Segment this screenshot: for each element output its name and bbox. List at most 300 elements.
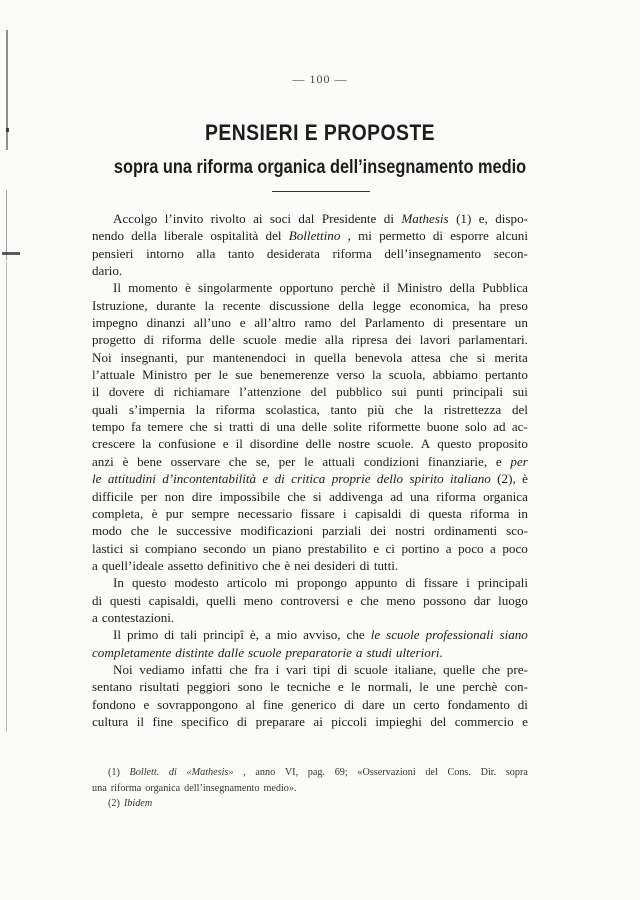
body-line bbox=[92, 540, 528, 557]
body-word: vediamo bbox=[139, 661, 185, 677]
body-word: a bbox=[264, 627, 271, 643]
body-word: momento bbox=[128, 280, 178, 296]
body-word: distinte bbox=[175, 644, 214, 660]
body-word: ristrettezza bbox=[443, 401, 502, 417]
body-word: e bbox=[143, 696, 150, 712]
footnote-word: una bbox=[92, 782, 107, 794]
body-word: di bbox=[344, 696, 355, 712]
body-word: di bbox=[154, 384, 165, 400]
body-word: mantenendoci bbox=[212, 349, 287, 365]
body-line bbox=[92, 696, 528, 713]
body-word: Mathesis bbox=[401, 211, 449, 226]
body-word: di bbox=[409, 505, 421, 521]
body-word: capisaldi, bbox=[148, 592, 199, 608]
body-word: del bbox=[265, 228, 282, 244]
body-word: fra bbox=[254, 661, 269, 677]
body-word: della bbox=[131, 228, 157, 244]
body-word: dinanzi bbox=[146, 315, 186, 331]
footnote-word: riforma bbox=[110, 782, 142, 794]
body-word: di bbox=[359, 557, 370, 573]
body-word: le bbox=[351, 679, 361, 695]
body-word: l’invito bbox=[164, 211, 204, 226]
footnote-word: medio». bbox=[263, 782, 297, 794]
footnote-line bbox=[92, 781, 528, 797]
body-word: se, bbox=[255, 453, 270, 469]
article-subtitle: sopra una riforma organica dell’insegnamento medio bbox=[113, 157, 527, 178]
body-line bbox=[92, 366, 528, 383]
body-word: nendo bbox=[92, 228, 124, 244]
body-word: punti bbox=[416, 384, 444, 400]
body-word: parlamentari. bbox=[458, 332, 528, 348]
body-word: Istruzione, bbox=[92, 297, 148, 313]
footnote-word: pag. bbox=[307, 767, 326, 778]
body-line bbox=[92, 609, 528, 626]
body-word: pubblico bbox=[336, 384, 382, 400]
body-line bbox=[92, 262, 528, 279]
body-word: secondo bbox=[203, 540, 247, 556]
body-word: del bbox=[430, 713, 447, 729]
body-word: pertanto bbox=[485, 367, 528, 383]
body-word: principali bbox=[477, 575, 528, 591]
footnote-word: Ibidem bbox=[123, 798, 153, 809]
body-word: riforma bbox=[332, 245, 372, 261]
article-body bbox=[92, 210, 528, 730]
body-word: piccoli bbox=[331, 713, 367, 729]
body-word: assetto bbox=[167, 557, 204, 573]
body-word: successive bbox=[176, 523, 232, 539]
body-word: più bbox=[367, 401, 385, 417]
body-word: specifico bbox=[181, 713, 229, 729]
body-word: italiane, bbox=[394, 661, 437, 677]
body-word: l’attuale bbox=[92, 367, 135, 383]
body-word: temere bbox=[147, 419, 184, 435]
body-word: una bbox=[276, 419, 296, 435]
body-line bbox=[92, 661, 528, 678]
page-number: — 100 — bbox=[292, 72, 348, 86]
body-word: si bbox=[213, 419, 223, 435]
body-word: benevola bbox=[355, 349, 403, 365]
body-line bbox=[92, 331, 528, 348]
body-word: condizioni bbox=[363, 453, 420, 469]
body-word: fissare bbox=[300, 505, 335, 521]
body-word: portino bbox=[401, 540, 440, 556]
body-word: quelle bbox=[443, 661, 476, 677]
body-word: sentano bbox=[92, 679, 132, 695]
footnote-word: (2) bbox=[108, 798, 120, 809]
body-word: alla bbox=[324, 332, 344, 348]
body-word: durante bbox=[156, 297, 196, 313]
body-line bbox=[92, 314, 528, 331]
article-title: PENSIERI E PROPOSTE bbox=[205, 120, 435, 145]
body-word: sco- bbox=[506, 523, 528, 539]
body-word: appunto bbox=[355, 575, 398, 591]
body-word: alcuni bbox=[496, 228, 528, 244]
body-word: rivolto bbox=[210, 211, 246, 226]
body-word: Il bbox=[113, 280, 121, 296]
body-word: completamente bbox=[92, 644, 172, 660]
body-word: nostre bbox=[338, 436, 371, 452]
body-word: Noi bbox=[113, 661, 133, 677]
body-word: i bbox=[275, 661, 280, 677]
body-word: all’altro bbox=[254, 315, 296, 331]
body-word: questa bbox=[428, 505, 462, 521]
body-word: buone bbox=[426, 419, 459, 435]
body-word: la bbox=[204, 297, 214, 313]
body-word: che bbox=[287, 488, 306, 504]
body-word: abbiamo bbox=[432, 367, 478, 383]
body-word: tanto bbox=[228, 245, 255, 261]
body-word: singolarmente bbox=[197, 280, 273, 296]
body-word: ai bbox=[313, 713, 323, 729]
body-word: scuole bbox=[386, 627, 420, 643]
body-word: è bbox=[284, 557, 291, 573]
body-word: questi bbox=[109, 592, 142, 608]
body-word: osservare bbox=[170, 453, 221, 469]
body-line bbox=[92, 210, 528, 227]
body-word: fondamento bbox=[447, 696, 510, 712]
body-word: le bbox=[157, 523, 168, 539]
body-word: luogo bbox=[498, 592, 528, 608]
body-word: Pubblica bbox=[482, 280, 528, 296]
body-word: dario. bbox=[92, 263, 123, 279]
body-word: liberale bbox=[163, 228, 204, 244]
footnote-word: dell’insegnamento bbox=[184, 782, 260, 794]
body-word: dire bbox=[191, 488, 213, 504]
body-word: cultura bbox=[92, 713, 129, 729]
body-word: principali bbox=[452, 384, 504, 400]
body-word: dal bbox=[298, 211, 315, 226]
body-word: dei bbox=[395, 332, 412, 348]
body-word: del bbox=[340, 315, 357, 331]
body-word: opportuno bbox=[279, 280, 334, 296]
body-word: delle bbox=[305, 436, 332, 452]
body-word: le bbox=[269, 679, 280, 695]
body-word: solite bbox=[333, 419, 362, 435]
body-word: mio bbox=[276, 627, 298, 643]
body-word: risultati bbox=[139, 679, 180, 695]
body-word: impossibile bbox=[219, 488, 280, 504]
body-word: ulteriori. bbox=[395, 644, 443, 660]
body-word: spirito bbox=[409, 471, 444, 487]
body-word: perchè bbox=[340, 280, 376, 296]
body-word: professionali bbox=[425, 627, 494, 643]
body-line bbox=[92, 626, 528, 643]
body-line bbox=[92, 383, 528, 400]
body-word: merita bbox=[494, 349, 528, 365]
scan-edge-mark bbox=[2, 252, 20, 255]
body-word: meno bbox=[386, 592, 416, 608]
footnote-word: , bbox=[243, 767, 246, 778]
body-word: necessario bbox=[237, 505, 293, 521]
body-word: le bbox=[304, 453, 314, 469]
body-word: riforma bbox=[215, 401, 255, 417]
body-word: (2), bbox=[497, 471, 516, 487]
body-word: le bbox=[218, 367, 228, 383]
body-word: quali bbox=[92, 401, 119, 417]
body-word: a bbox=[490, 540, 496, 556]
body-word: Ministro bbox=[142, 367, 188, 383]
body-word: di bbox=[236, 713, 248, 729]
body-word: una bbox=[410, 488, 429, 504]
body-line bbox=[92, 279, 528, 296]
body-word: a bbox=[445, 540, 452, 556]
body-word: Presidente bbox=[321, 211, 377, 226]
body-word: Ministro bbox=[397, 280, 443, 296]
body-word: sovrappongono bbox=[157, 696, 238, 712]
body-word: tempo bbox=[92, 419, 125, 435]
body-word: soci bbox=[269, 211, 292, 226]
footnote-word: del bbox=[425, 767, 438, 778]
body-word: il bbox=[92, 384, 100, 400]
body-word: dalle bbox=[217, 644, 245, 660]
body-word: attuali bbox=[322, 453, 356, 469]
body-word: pur bbox=[186, 349, 204, 365]
body-word: di bbox=[405, 575, 416, 591]
body-word: attesa bbox=[411, 349, 441, 365]
body-word: l’attenzione bbox=[239, 384, 302, 400]
body-word: fine bbox=[152, 713, 173, 729]
body-word: ripresa bbox=[351, 332, 388, 348]
body-word: addivenga bbox=[329, 488, 383, 504]
footnote-word: sopra bbox=[505, 767, 528, 778]
body-word: pre- bbox=[506, 661, 528, 677]
body-word: questo bbox=[132, 575, 167, 591]
body-word: organica bbox=[483, 488, 528, 504]
body-word: fa bbox=[131, 419, 142, 435]
body-word: poco bbox=[502, 540, 528, 556]
body-word: fine bbox=[262, 696, 284, 712]
footnote-word: 69; bbox=[334, 767, 348, 778]
body-word: fondono bbox=[92, 696, 136, 712]
body-word: solo bbox=[465, 419, 487, 435]
body-line bbox=[92, 488, 528, 505]
footnote-line bbox=[92, 765, 528, 781]
body-word: primo bbox=[126, 627, 159, 643]
body-word: esporre bbox=[450, 228, 489, 244]
body-line bbox=[92, 557, 528, 574]
body-word: mi bbox=[358, 228, 372, 244]
body-word: di bbox=[143, 332, 154, 348]
body-word: e bbox=[222, 436, 229, 452]
body-word: normali, bbox=[367, 679, 412, 695]
body-word: si bbox=[476, 349, 486, 365]
body-word: ospitalità bbox=[210, 228, 259, 244]
body-word: al bbox=[245, 696, 256, 712]
body-word: quell’ideale bbox=[101, 557, 164, 573]
body-word: tanto bbox=[330, 401, 357, 417]
body-word: dello bbox=[376, 471, 404, 487]
body-word: Noi bbox=[92, 349, 112, 365]
body-word: si bbox=[129, 540, 139, 556]
body-word: proprie bbox=[331, 471, 371, 487]
body-word: la bbox=[141, 436, 152, 452]
body-word: non bbox=[164, 488, 185, 504]
body-word: ai bbox=[253, 211, 263, 226]
scan-edge-line bbox=[6, 30, 8, 150]
footnote-word: (1) bbox=[108, 767, 120, 778]
body-word: i bbox=[343, 505, 347, 521]
body-word: e bbox=[522, 713, 528, 729]
body-word: scuola, bbox=[388, 367, 426, 383]
body-word: all’uno bbox=[193, 315, 231, 331]
body-word: sui bbox=[391, 384, 407, 400]
body-word: tutti. bbox=[373, 557, 399, 573]
body-word: preso bbox=[499, 297, 528, 313]
body-word: impieghi bbox=[375, 713, 422, 729]
body-word: Bollettino bbox=[288, 228, 341, 244]
body-word: principî bbox=[203, 627, 244, 643]
body-word: s’impernia bbox=[128, 401, 185, 417]
body-word: scuole bbox=[248, 644, 282, 660]
body-line bbox=[92, 245, 528, 262]
body-word: poco bbox=[458, 540, 484, 556]
body-word: che bbox=[449, 349, 468, 365]
body-word: A bbox=[420, 436, 431, 452]
body-word: dare bbox=[362, 696, 385, 712]
body-word: si bbox=[312, 488, 322, 504]
footnote-line bbox=[92, 796, 528, 812]
body-word: (1) bbox=[456, 211, 472, 226]
body-word: che bbox=[346, 627, 365, 643]
body-line bbox=[92, 644, 528, 661]
body-word: fissare bbox=[423, 575, 458, 591]
footnote-word: di bbox=[168, 767, 177, 778]
body-line bbox=[92, 574, 528, 591]
body-word: per bbox=[278, 453, 296, 469]
body-word: il bbox=[235, 436, 243, 452]
body-word: tratti bbox=[228, 419, 254, 435]
body-word: ha bbox=[478, 297, 491, 313]
body-word: secon- bbox=[493, 245, 528, 261]
body-word: modesto bbox=[174, 575, 219, 591]
body-word: che bbox=[229, 661, 248, 677]
body-word: è bbox=[122, 453, 129, 469]
body-word: delle bbox=[209, 332, 235, 348]
body-word: di bbox=[433, 315, 444, 331]
body-word: controversi bbox=[280, 592, 340, 608]
body-word: scuole bbox=[354, 661, 388, 677]
body-word: ad bbox=[390, 488, 403, 504]
body-word: verso bbox=[336, 367, 365, 383]
body-word: certo bbox=[413, 696, 440, 712]
body-word: vari bbox=[285, 661, 307, 677]
title-divider bbox=[272, 191, 370, 192]
body-word: studi bbox=[366, 644, 392, 660]
body-word: commercio bbox=[454, 713, 514, 729]
body-word: in bbox=[517, 505, 528, 521]
body-word: che bbox=[394, 401, 413, 417]
body-word: permetto bbox=[379, 228, 426, 244]
body-word: per bbox=[510, 453, 528, 469]
body-word: crescere bbox=[92, 436, 135, 452]
body-word: sue bbox=[235, 367, 253, 383]
body-word: le bbox=[419, 679, 429, 695]
body-word: progetto bbox=[92, 332, 136, 348]
body-word: delle bbox=[301, 419, 328, 435]
body-word: critica bbox=[291, 471, 326, 487]
body-word: compiano bbox=[145, 540, 197, 556]
body-word: un bbox=[514, 315, 528, 331]
body-word: di bbox=[432, 228, 444, 244]
body-word: a bbox=[92, 557, 98, 573]
body-word: presentare bbox=[452, 315, 507, 331]
body-word: confusione bbox=[158, 436, 216, 452]
body-word: il bbox=[136, 713, 145, 729]
body-word: che bbox=[262, 557, 281, 573]
body-word: sempre bbox=[191, 505, 230, 521]
body-word: quelli bbox=[206, 592, 237, 608]
body-word: legge bbox=[372, 297, 401, 313]
body-word: riformette bbox=[368, 419, 421, 435]
body-word: pensieri bbox=[92, 245, 134, 261]
body-word: è, bbox=[249, 627, 259, 643]
body-word: di bbox=[337, 661, 348, 677]
body-word: ramo bbox=[304, 315, 332, 331]
body-word: le bbox=[92, 471, 102, 487]
body-word: pur bbox=[165, 505, 184, 521]
body-word: mi bbox=[274, 575, 289, 591]
body-word: italiano bbox=[450, 471, 491, 487]
footnote-word: «Osservazioni bbox=[357, 767, 416, 778]
body-word: riforma bbox=[470, 505, 510, 521]
body-line bbox=[92, 470, 528, 487]
body-word: di bbox=[92, 592, 103, 608]
body-line bbox=[92, 418, 528, 435]
body-line bbox=[92, 435, 528, 452]
body-word: del bbox=[511, 401, 528, 417]
body-word: completa, bbox=[92, 505, 144, 521]
body-word: perchè bbox=[462, 679, 498, 695]
body-word: intorno bbox=[146, 245, 184, 261]
footnote-word: Cons. bbox=[447, 767, 471, 778]
body-word: questo bbox=[437, 436, 472, 452]
body-line bbox=[92, 713, 528, 730]
body-word: di bbox=[517, 696, 528, 712]
body-word: benemerenze bbox=[260, 367, 330, 383]
body-word: scuole bbox=[243, 332, 277, 348]
body-word: di bbox=[383, 211, 394, 226]
body-word: discussione bbox=[269, 297, 330, 313]
body-word: preparare bbox=[255, 713, 305, 729]
body-word: quella bbox=[314, 349, 347, 365]
body-word: lastici bbox=[92, 540, 124, 556]
body-word: e, bbox=[478, 211, 488, 226]
body-word: di bbox=[274, 471, 285, 487]
body-line bbox=[92, 505, 528, 522]
body-line bbox=[92, 349, 528, 366]
body-word: preparatorie bbox=[285, 644, 352, 660]
body-word: richiamare bbox=[173, 384, 230, 400]
body-word: Parlamento bbox=[364, 315, 425, 331]
body-word: tali bbox=[180, 627, 198, 643]
body-word: Il bbox=[113, 627, 121, 643]
body-word: la bbox=[371, 367, 382, 383]
body-word: scuole. bbox=[377, 436, 414, 452]
body-word: dell’insegnamento bbox=[384, 245, 482, 261]
body-word: proposito bbox=[478, 436, 528, 452]
body-word: anzi bbox=[92, 453, 114, 469]
body-word: è bbox=[184, 280, 191, 296]
body-word: che bbox=[481, 661, 501, 677]
body-word: e bbox=[239, 315, 246, 331]
scan-edge-line bbox=[6, 262, 7, 732]
body-word: che bbox=[228, 453, 247, 469]
body-word: attitudini bbox=[107, 471, 156, 487]
body-word: il bbox=[382, 280, 390, 296]
body-word: un bbox=[252, 540, 266, 556]
body-word: meno bbox=[243, 592, 273, 608]
body-word: e bbox=[373, 540, 379, 556]
